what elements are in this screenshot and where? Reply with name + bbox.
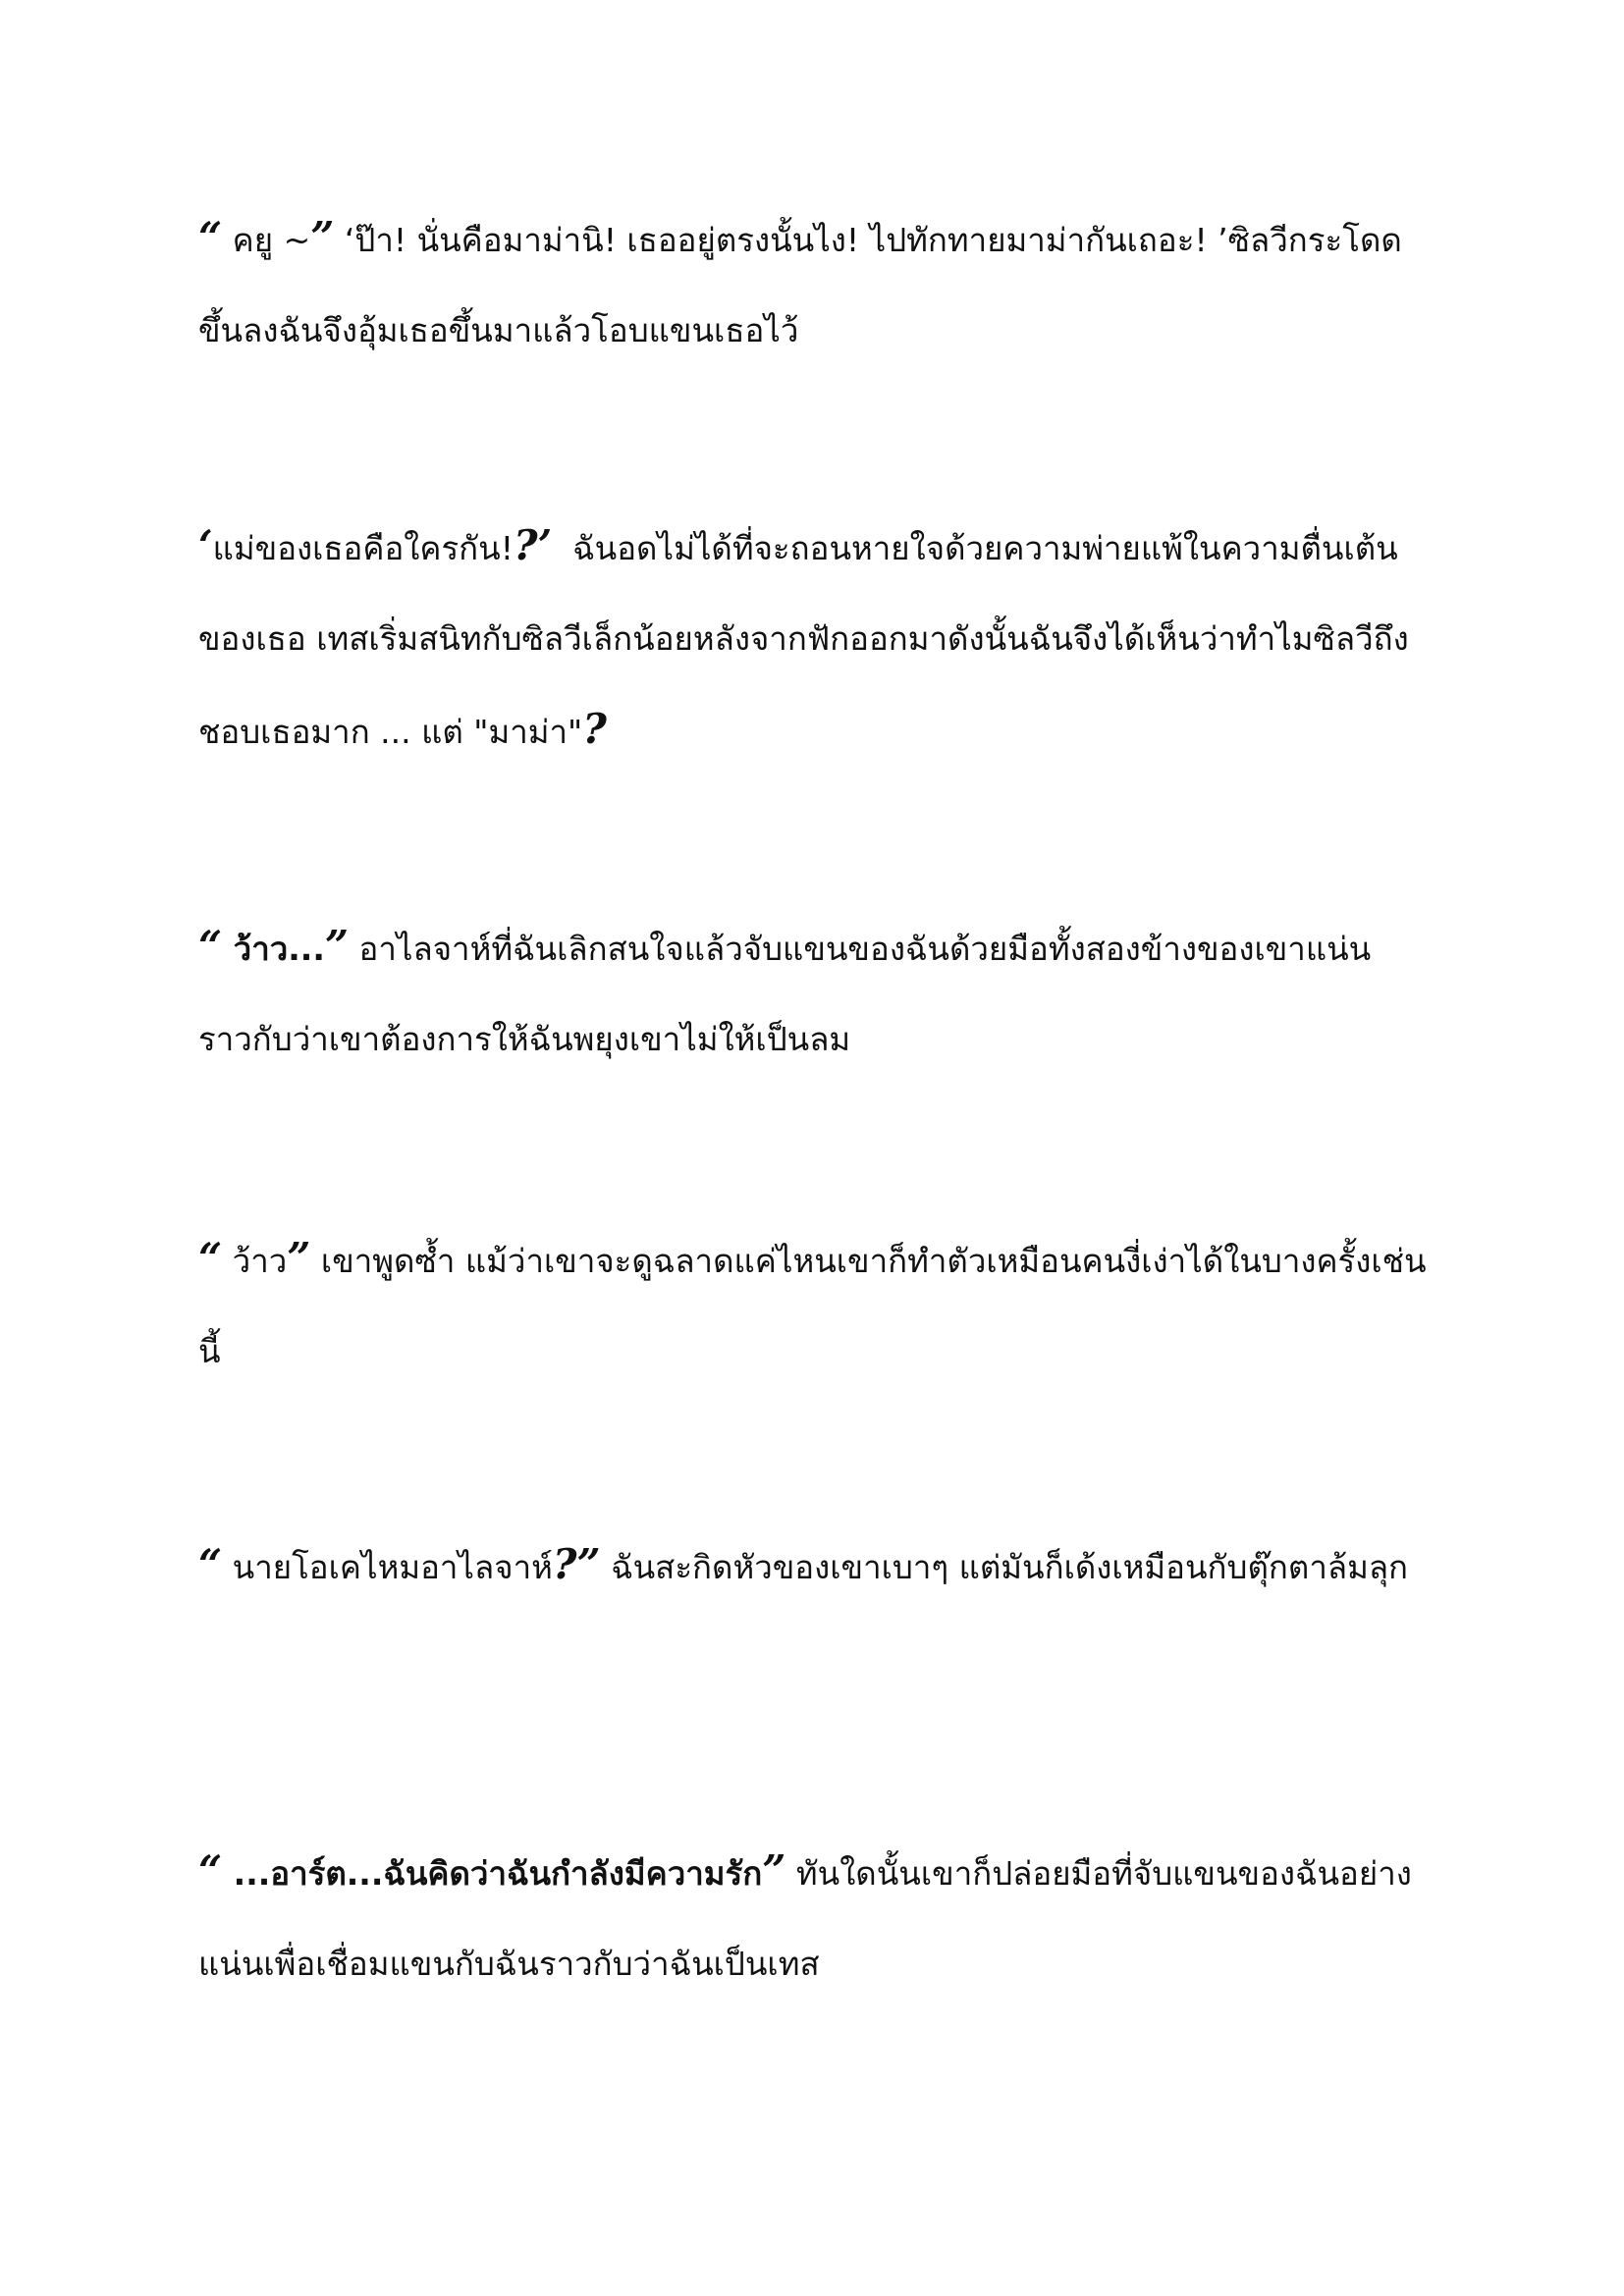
narration: ฉันสะกิดหัวของเขาเบาๆ แต่มันก็เด้งเหมือนกับตุ๊กตาล้มลุก (600, 1548, 1409, 1586)
close-quote: ” (310, 213, 335, 261)
dialogue: แม่ของเธอคือใครกัน! (212, 529, 514, 567)
open-quote: “ (198, 213, 223, 261)
dialogue: นายโอเคไหมอาไลจาห์ (222, 1548, 553, 1586)
paragraph-1 (198, 192, 1445, 376)
dialogue: คยู ~ (222, 221, 311, 259)
narration: ‘ป๊า! นั่นคือมาม่านิ! เธออยู่ตรงนั้นไง! ไปทักทายมาม่ากันเถอะ! ’ซิลวีกระโดดขึ้นลงฉันจึงอุ้มเธอขึ้นมาแล้วโอบแขนเธอไว้ (198, 221, 1402, 349)
narration: ฉันอดไม่ได้ที่จะถอนหายใจด้วยความพ่ายแพ้ในความตื่นเต้นของเธอ เทสเริ่มสนิทกับซิลวีเล็กน้อยหลังจากฟักออกมาดังนั้นฉันจึงได้เห็นว่าทำไมซิลวีถึงชอบเธอมาก ... แต่ "มาม่า" (198, 529, 1409, 751)
close-quote: ” (324, 922, 350, 970)
open-quote: “ (198, 922, 223, 970)
paragraph-4 (198, 1213, 1445, 1397)
close-quote: ” (762, 1846, 786, 1895)
open-quote: “ (198, 1846, 223, 1895)
close-quote: ?” (552, 1540, 601, 1588)
end-mark: ? (582, 705, 607, 753)
narration: ทันใดนั้นเขาก็ปล่อยมือที่จับแขนของฉันอย่างแน่นเพื่อเชื่อมแขนกับฉันราวกับว่าฉันเป็นเทส (198, 1854, 1412, 1983)
paragraph-5 (198, 1520, 1445, 1613)
open-quote: ‘ (198, 521, 213, 569)
narration: เขาพูดซ้ำ แม้ว่าเขาจะดูฉลาดแค่ไหนเขาก็ทำตัวเหมือนคนงี่เง่าได้ในบางครั้งเช่นนี้ (198, 1242, 1427, 1370)
dialogue: ว้าว... (222, 930, 325, 968)
close-quote: ” (287, 1234, 311, 1282)
dialogue: ...อาร์ต...ฉันคิดว่าฉันกำลังมีความรัก (222, 1854, 763, 1893)
paragraph-2 (198, 501, 1445, 777)
open-quote: “ (198, 1234, 223, 1282)
paragraph-6 (198, 1826, 1445, 2009)
dialogue: ว้าว (222, 1242, 288, 1280)
paragraph-3 (198, 901, 1445, 1085)
close-quote: ?’ (513, 521, 553, 569)
narration: อาไลจาห์ที่ฉันเลิกสนใจแล้วจับแขนของฉันด้วยมือทั้งสองข้างของเขาแน่นราวกับว่าเขาต้องการให้ฉันพยุงเขาไม่ให้เป็นลม (198, 930, 1372, 1058)
open-quote: “ (198, 1540, 223, 1588)
